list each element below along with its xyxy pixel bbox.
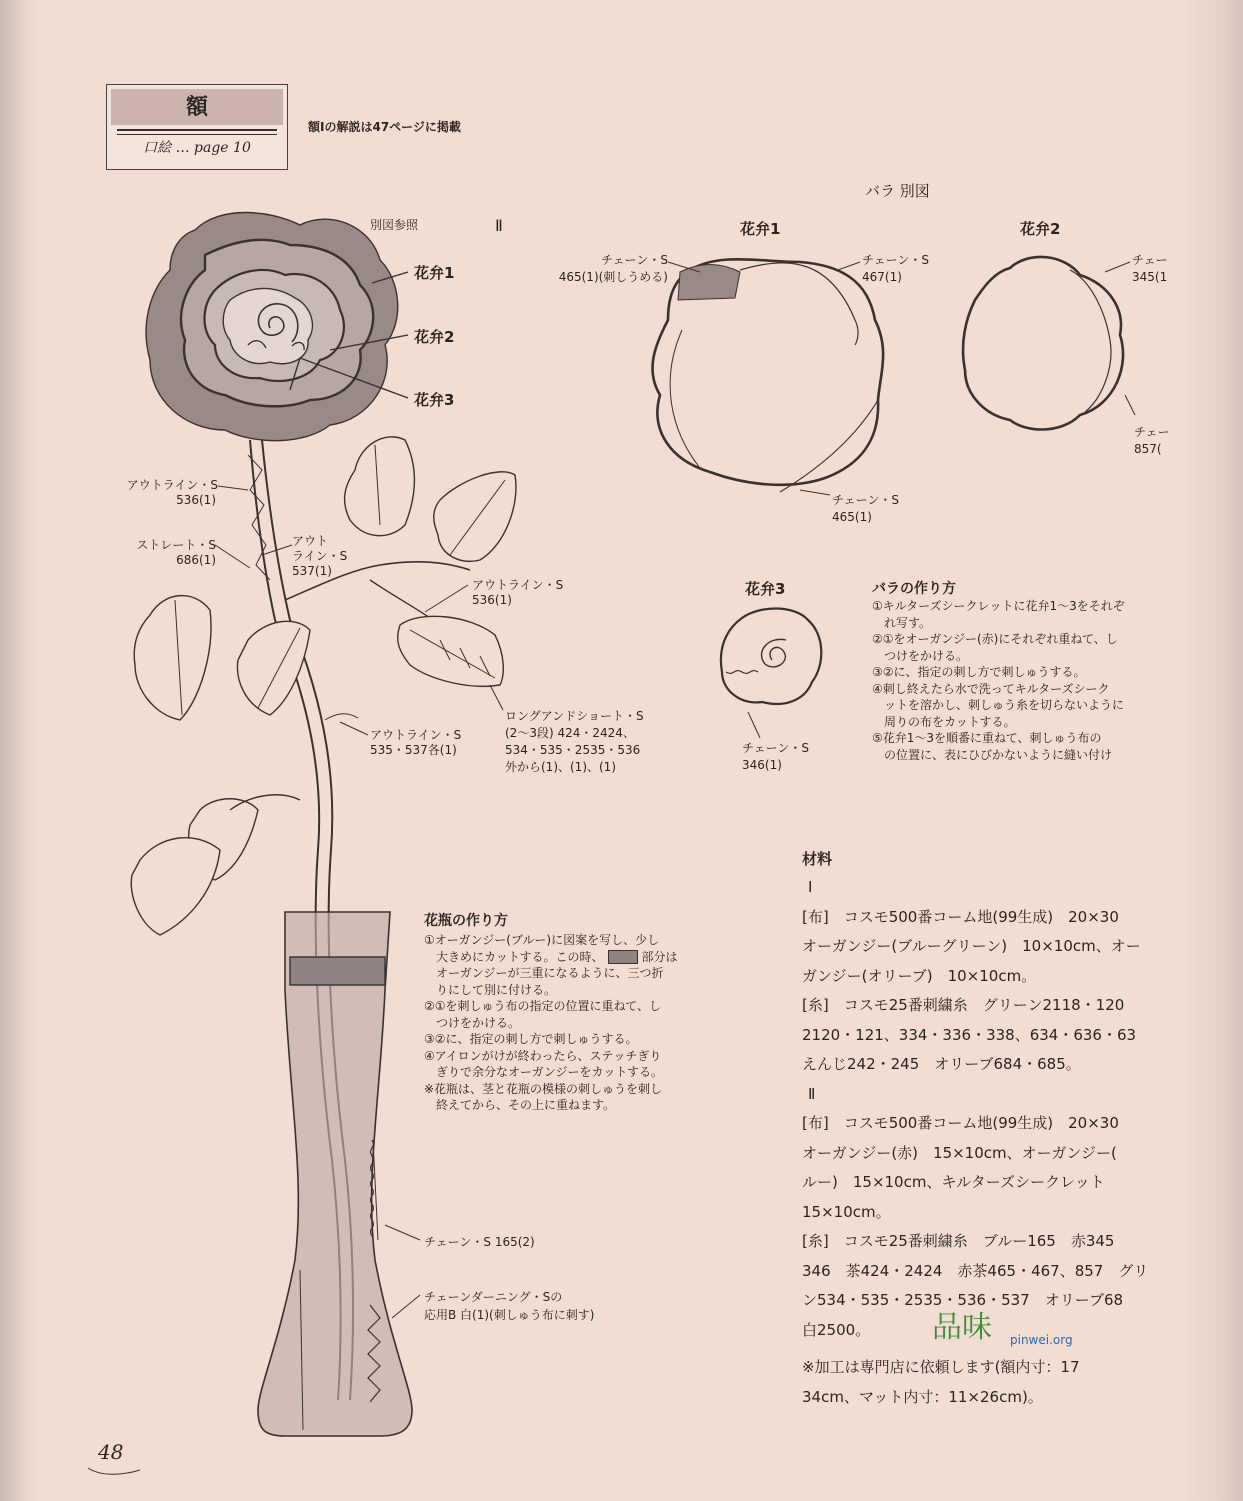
- diagram-petal-3-shape: [721, 608, 821, 703]
- diagram-petal-2-label: 花弁2: [1020, 220, 1061, 238]
- materials-line: ガンジー(オリーブ) 10×10cm。: [802, 966, 1037, 985]
- callout-outline-537: アウト ライン・S 537(1): [292, 534, 348, 578]
- materials-line: ン534・535・2535・536・537 オリーブ68: [802, 1291, 1124, 1309]
- organza-swatch: [608, 950, 638, 964]
- p2-chain-345: チェー 345(1: [1132, 253, 1168, 284]
- leaf-long-short: [398, 616, 504, 686]
- header-note: 額Ⅰの解説は47ページに掲載: [308, 120, 461, 134]
- materials-line: Ⅱ: [808, 1084, 816, 1103]
- rose-step-line: ①キルターズシークレットに花弁1〜3をそれぞ: [872, 599, 1125, 613]
- callout-chain-darning: チェーンダーニング・Sの 応用B 白(1)(刺しゅう布に刺す): [424, 1290, 595, 1322]
- rose-heading: バラの作り方: [872, 581, 956, 597]
- rose-petal-3-outline: [223, 288, 312, 363]
- vase-step-line: つけをかける。: [436, 1015, 521, 1030]
- vase-step-line: ③②に、指定の刺し方で刺しゅうする。: [424, 1032, 638, 1046]
- materials-line: 15×10cm。: [802, 1202, 891, 1221]
- rose-step-line: つけをかける。: [884, 648, 969, 663]
- rose-step-line: ⑤花弁1〜3を順番に重ねて、刺しゅう布の: [872, 731, 1102, 745]
- rose-step-line: れ写す。: [884, 615, 932, 630]
- callout-long-and-short: ロングアンドショート・S (2〜3段) 424・2424、 534・535・2535・536 外から(1)、(1)、(1): [505, 709, 644, 774]
- vase-step-line: りにして別に付ける。: [436, 982, 557, 997]
- vase-step-line: ②①を刺しゅう布の指定の位置に重ねて、し: [424, 999, 661, 1013]
- rose-step-line: の位置に、表にひびかないように縫い付け: [884, 747, 1113, 762]
- p2-chain-857: チェー 857(: [1134, 425, 1170, 456]
- vase-step-line: ぎりで余分なオーガンジーをカットする。: [436, 1065, 663, 1079]
- vase-heading: 花瓶の作り方: [424, 913, 508, 929]
- vase-step-line: 大きめにカットする。この時、 部分は: [436, 949, 678, 964]
- materials-line: オーガンジー(ブルーグリーン) 10×10cm、オー: [802, 937, 1141, 955]
- page-number: 48: [98, 1440, 124, 1464]
- ref-label: 別図参照: [370, 218, 419, 232]
- materials-line: [布] コスモ500番コーム地(99生成) 20×30: [802, 907, 1119, 926]
- rose-step-line: 周りの布をカットする。: [884, 714, 1016, 729]
- materials-line: ルー) 15×10cm、キルターズシークレット: [802, 1173, 1105, 1191]
- materials-line: 白2500。: [802, 1320, 871, 1339]
- diagram-petal-1-label: 花弁1: [740, 220, 781, 238]
- vase-instructions: [424, 910, 678, 1114]
- page-subtitle: 口絵 … page 10: [143, 140, 251, 156]
- vase-organza-band: [290, 957, 385, 985]
- rose-step-line: ②①をオーガンジー(赤)にそれぞれ重ねて、し: [872, 632, 1118, 646]
- petal-3-label: 花弁3: [414, 391, 455, 409]
- vase-step-line: ④アイロンがけが終わったら、ステッチぎり: [424, 1048, 662, 1063]
- diagram-petal-2-shape: [963, 257, 1123, 430]
- materials-heading: 材料: [802, 850, 833, 868]
- materials-line: [糸] コスモ25番刺繍糸 グリーン2118・120: [802, 996, 1125, 1014]
- materials-line: [糸] コスモ25番刺繍糸 ブルー165 赤345: [802, 1232, 1115, 1250]
- section-numeral-ii: Ⅱ: [495, 216, 503, 235]
- leaf-mid-center: [237, 621, 310, 715]
- materials-line: Ⅰ: [808, 878, 813, 896]
- callout-outline-535-537: アウトライン・S 535・537各(1): [370, 728, 462, 757]
- p1-chain-465-fill: チェーン・S 465(1)(刺しうめる): [558, 253, 668, 284]
- diagram-petal-3-label: 花弁3: [745, 580, 786, 598]
- materials-line: 34cm、マット内寸：11×26cm)。: [802, 1387, 1043, 1406]
- p3-chain-346: チェーン・S 346(1): [742, 741, 810, 772]
- materials-line: ※加工は専門店に依頼します(額内寸：17: [802, 1358, 1080, 1376]
- materials-line: [布] コスモ500番コーム地(99生成) 20×30: [802, 1114, 1119, 1132]
- petal-2-label: 花弁2: [414, 328, 455, 346]
- callout-straight-686: ストレート・S 686(1): [136, 538, 216, 567]
- rose-step-line: ③②に、指定の刺し方で刺しゅうする。: [872, 665, 1086, 679]
- rose-diagram-title: バラ 別図: [865, 182, 930, 200]
- materials-line: 2120・121、334・336・338、634・636・63: [802, 1025, 1137, 1044]
- petal-1-label: 花弁1: [414, 264, 455, 282]
- callout-chain-165: チェーン・S 165(2): [424, 1235, 535, 1249]
- p1-chain-467: チェーン・S 467(1): [862, 253, 930, 284]
- watermark-site: pinwei.org: [1010, 1333, 1073, 1347]
- leaf-upper-right: [434, 472, 516, 561]
- leaf-mid-left: [134, 596, 211, 720]
- materials-section: [802, 848, 1197, 1412]
- vase-step-line: ①オーガンジー(ブルー)に図案を写し、少し: [424, 933, 660, 947]
- vase-step-line: オーガンジーが三重になるように、三つ折: [436, 966, 664, 980]
- materials-line: えんじ242・245 オリーブ684・685。: [802, 1055, 1081, 1073]
- rose-instructions: [872, 578, 1125, 763]
- rose-step-line: ④刺し終えたら水で洗ってキルターズシーク: [872, 681, 1110, 696]
- materials-line: オーガンジー(赤) 15×10cm、オーガンジー(: [802, 1143, 1117, 1162]
- vase-step-line: ※花瓶は、茎と花瓶の模様の刺しゅうを刺し: [424, 1081, 663, 1096]
- rose-step-line: ットを溶かし、刺しゅう糸を切らないように: [884, 698, 1125, 712]
- materials-line: 346 茶424・2424 赤茶465・467、857 グリ: [802, 1261, 1149, 1280]
- callout-outline-536: アウトライン・S 536(1): [126, 478, 218, 507]
- watermark-logo: 品味: [932, 1310, 992, 1345]
- page-title: 額: [185, 94, 208, 120]
- vase-outline: [258, 912, 412, 1436]
- p1-chain-465: チェーン・S 465(1): [832, 493, 900, 524]
- vase-step-line: 終えてから、その上に重ねます。: [436, 1098, 616, 1112]
- callout-outline-536-branch: アウトライン・S 536(1): [472, 578, 564, 607]
